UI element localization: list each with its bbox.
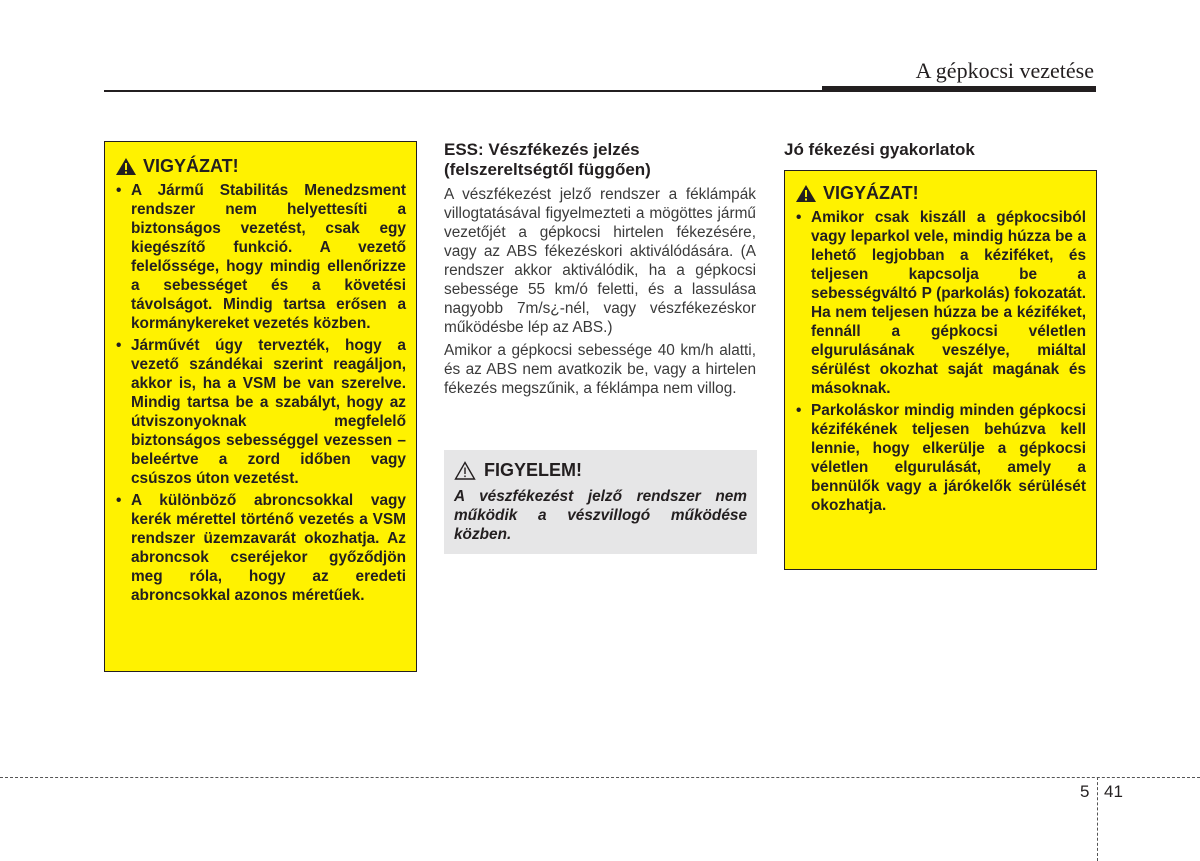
notice-title-text: FIGYELEM! (484, 460, 582, 480)
warning-bullet: • A Jármű Stabilitás Menedzsment rendszer nem helyettesíti a biztonságos vezetést, csak egy kiegészítő funkció. A vezető felelőssége, hogy mindig ellenőrizze a sebességet és a követési távolságot. Mindig tartsa erősen a kormánykereket vezetés közben. (115, 181, 406, 333)
braking-practices-heading: Jó fékezési gyakorlatok (784, 140, 975, 159)
warning-title (795, 183, 1086, 204)
ess-paragraph: Amikor a gépkocsi sebessége 40 km/h alatti, és az ABS nem avatkozik be, vagy a hirtelen fékezés megszűnik, a féklámpa nem villog. (444, 342, 756, 397)
notice-text: A vészfékezést jelző rendszer nem működik a vészvillogó működése közben. (454, 488, 747, 543)
warning-title-text: VIGYÁZAT! (143, 156, 239, 176)
parking-warning-box (784, 170, 1097, 570)
warning-triangle-icon (795, 184, 817, 203)
page-header-title: A gépkocsi vezetése (915, 58, 1094, 83)
footer-vertical-divider (1097, 777, 1098, 861)
warning-bullet: • Amikor csak kiszáll a gépkocsiból vagy leparkol vele, mindig húzza be a lehető legjobban a kéziféket, és teljesen kapcsolja be a sebességváltó P (parkolás) fokozatát. Ha nem teljesen húzza be a kéziféket, fennáll a gépkocsi véletlen elgurulásának veszélye, miáltal sérülést okozhat saját magának és másoknak. (795, 208, 1086, 398)
ess-body (444, 185, 756, 402)
warning-bullet: • Járművét úgy tervezték, hogy a vezető szándékai szerint reagáljon, akkor is, ha a VSM be van szerelve. Mindig tartsa be a szabályt, hogy az útviszonyoknak megfelelő biztonságos sebességgel vezessen – beleértve a zord időben vagy csúszos úton vezetést. (115, 336, 406, 488)
vsm-warning-box (104, 141, 417, 672)
chapter-number: 5 (1080, 782, 1090, 801)
notice-box (444, 450, 757, 554)
footer-divider (0, 777, 1200, 778)
warning-bullet-list (795, 208, 1086, 515)
caution-triangle-icon (454, 461, 476, 480)
warning-title-text: VIGYÁZAT! (823, 183, 919, 203)
notice-title (454, 460, 747, 481)
warning-triangle-icon (115, 157, 137, 176)
warning-bullet: • A különböző abroncsokkal vagy kerék mérettel történő vezetés a VSM rendszer üzemzavarát okozhatja. Az abroncsok cseréjekor győződjön meg róla, hogy az eredeti abroncsokkal azonos méretűek. (115, 491, 406, 605)
ess-heading: ESS: Vészfékezés jelzés (felszereltségtől függően) (444, 140, 651, 179)
warning-bullet: • Parkoláskor mindig minden gépkocsi kézifékének teljesen behúzva kell lennie, hogy elkerülje a gépkocsi véletlen elgurulását, amely a bennülők vagy a járókelők sérülését okozhatja. (795, 401, 1086, 515)
header-rule-accent (822, 86, 1096, 92)
ess-paragraph: A vészfékezést jelző rendszer a féklámpák villogtatásával figyelmezteti a mögöttes jármű vezetőjét a gépkocsi hirtelen fékezésére, vagy az ABS fékezéskori aktiválódására. (A rendszer akkor aktiválódik, ha a gépkocsi sebessége 55 km/ó feletti, és a lassulása nagyobb 7m/s¿-nél, vagy vészfékezéskor működésbe lép az ABS.) (444, 186, 756, 336)
warning-bullet-list (115, 181, 406, 605)
warning-title (115, 156, 406, 177)
page-number: 41 (1104, 782, 1123, 801)
